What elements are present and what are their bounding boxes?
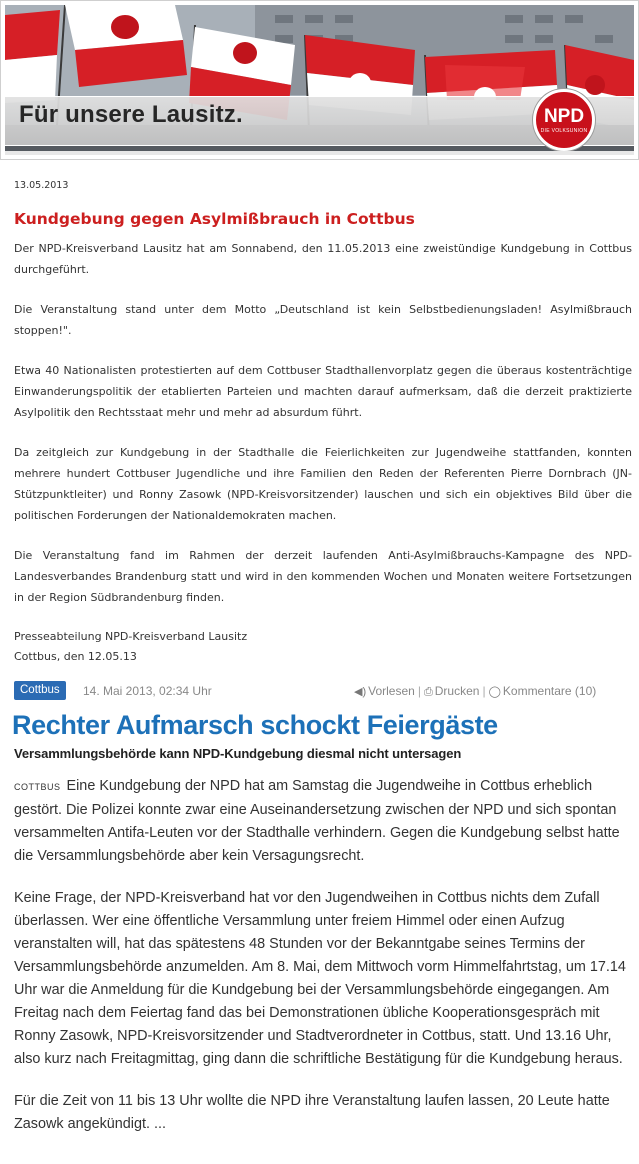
article-paragraph: Die Veranstaltung stand unter dem Motto „Deutschland ist kein Selbstbedienungsladen! Asylmißbrauch stoppen!". (14, 303, 632, 337)
paragraph-text: Eine Kundgebung der NPD hat am Samstag die Jugendweihe in Cottbus erheblich gestört. Die Polizei konnte zwar eine Auseinandersetzung zwischen der NPD und sich spontan versammelten Antifa-Leuten vor der Stadthalle verhindern. Gegen die Kundgebung selbst hatte die Versammlungsbehörde aber kein Versagungsrecht. (14, 778, 620, 864)
article-headline[interactable]: Rechter Aufmarsch schockt Feiergäste (12, 710, 498, 740)
signature (14, 627, 632, 667)
speaker-icon: ◀) (354, 686, 367, 698)
article-paragraph: Die Veranstaltung fand im Rahmen der derzeit laufenden Anti-Asylmißbrauchs-Kampagne des NPD-Landesverbandes Brandenburg statt und wird in den kommenden Wochen und Monaten weitere Fortsetzungen in der Region Südbrandenburg finden. (14, 549, 632, 604)
read-aloud-label: Vorlesen (368, 684, 415, 698)
separator: | (417, 684, 421, 698)
article-body (14, 775, 632, 1155)
banner-title: Für unsere Lausitz. (19, 101, 243, 128)
print-label: Drucken (434, 684, 480, 698)
article-paragraph: Der NPD-Kreisverband Lausitz hat am Sonnabend, den 11.05.2013 eine zweistündige Kundgebung in Cottbus durchgeführt. (14, 242, 632, 276)
article-actions (354, 684, 596, 699)
signature-line: Presseabteilung NPD-Kreisverband Lausitz (14, 630, 248, 643)
article-paragraph (14, 775, 632, 868)
header-banner (0, 0, 639, 160)
article-paragraph: Da zeitgleich zur Kundgebung in der Stadthalle die Feierlichkeiten zur Jugendweihe stattfanden, konnten mehrere hundert Cottbuser Jugendliche und ihre Familien den Reden der Referenten Pierre Dornbrach (JN-Stützpunktleiter) und Ronny Zasowk (NPD-Kreisvorsitzender) lauschen und sich ein objektives Bild über die politischen Forderungen der Nationaldemokraten machen. (14, 446, 632, 522)
signature-line: Cottbus, den 12.05.13 (14, 650, 137, 663)
printer-icon: ⎙ (423, 686, 433, 698)
read-aloud-link[interactable] (354, 684, 415, 698)
print-link[interactable] (424, 684, 480, 699)
press-release (14, 178, 632, 667)
article-datetime: 14. Mai 2013, 02:34 Uhr (83, 684, 212, 698)
separator: | (482, 684, 486, 698)
comments-link[interactable] (489, 684, 597, 698)
article-paragraph: Etwa 40 Nationalisten protestierten auf dem Cottbuser Stadthallenvorplatz gegen die überaus kostenträchtige Einwanderungspolitik der etablierten Parteien und machten darauf aufmerksam, daß die derzeit praktizierte Asylpolitik den Rechtsstaat mehr und mehr ad absurdum führt. (14, 364, 632, 419)
logo-subtext: DIE VOLKSUNION (540, 127, 588, 134)
comment-icon: ◯ (488, 686, 501, 698)
category-tag[interactable]: Cottbus (14, 681, 66, 700)
comments-label: Kommentare (10) (502, 684, 597, 698)
logo-text: NPD (543, 105, 585, 127)
article-subheadline: Versammlungsbehörde kann NPD-Kundgebung diesmal nicht untersagen (14, 746, 462, 761)
npd-logo[interactable] (533, 89, 595, 151)
article-paragraph: Für die Zeit von 11 bis 13 Uhr wollte die NPD ihre Veranstaltung laufen lassen, 20 Leute hatte Zasowk angekündigt. ... (14, 1093, 610, 1132)
banner-bottom-border (5, 151, 634, 155)
article-title[interactable]: Kundgebung gegen Asylmißbrauch in Cottbus (14, 210, 415, 228)
article-date: 13.05.2013 (14, 180, 69, 191)
article-meta-bar (14, 678, 639, 700)
dateline: COTTBUS (14, 782, 61, 792)
article-paragraph: Keine Frage, der NPD-Kreisverband hat vor den Jugendweihen in Cottbus nichts dem Zufall überlassen. Wer eine öffentliche Versammlung unter freiem Himmel oder einen Aufzug veranstalten will, hat das spätestens 48 Stunden vor der Bekanntgabe seines Termins der Versammlungsbehörde anzumelden. Am 8. Mai, dem Mittwoch vorm Himmelfahrtstag, um 17.14 Uhr war die Anmeldung für die Kundgebung bei der Versammlungsbehörde eingegangen. Am Freitag nach dem Feiertag fand das bei Demonstrationen übliche Kooperationsgespräch mit Ronny Zasowk, NPD-Kreisvorsitzender und Stadtverordneter in Cottbus, statt. Und 13.16 Uhr, also kurz nach Freitagmittag, ging dann die schriftliche Bestätigung für die Kundgebung heraus. (14, 890, 626, 1067)
